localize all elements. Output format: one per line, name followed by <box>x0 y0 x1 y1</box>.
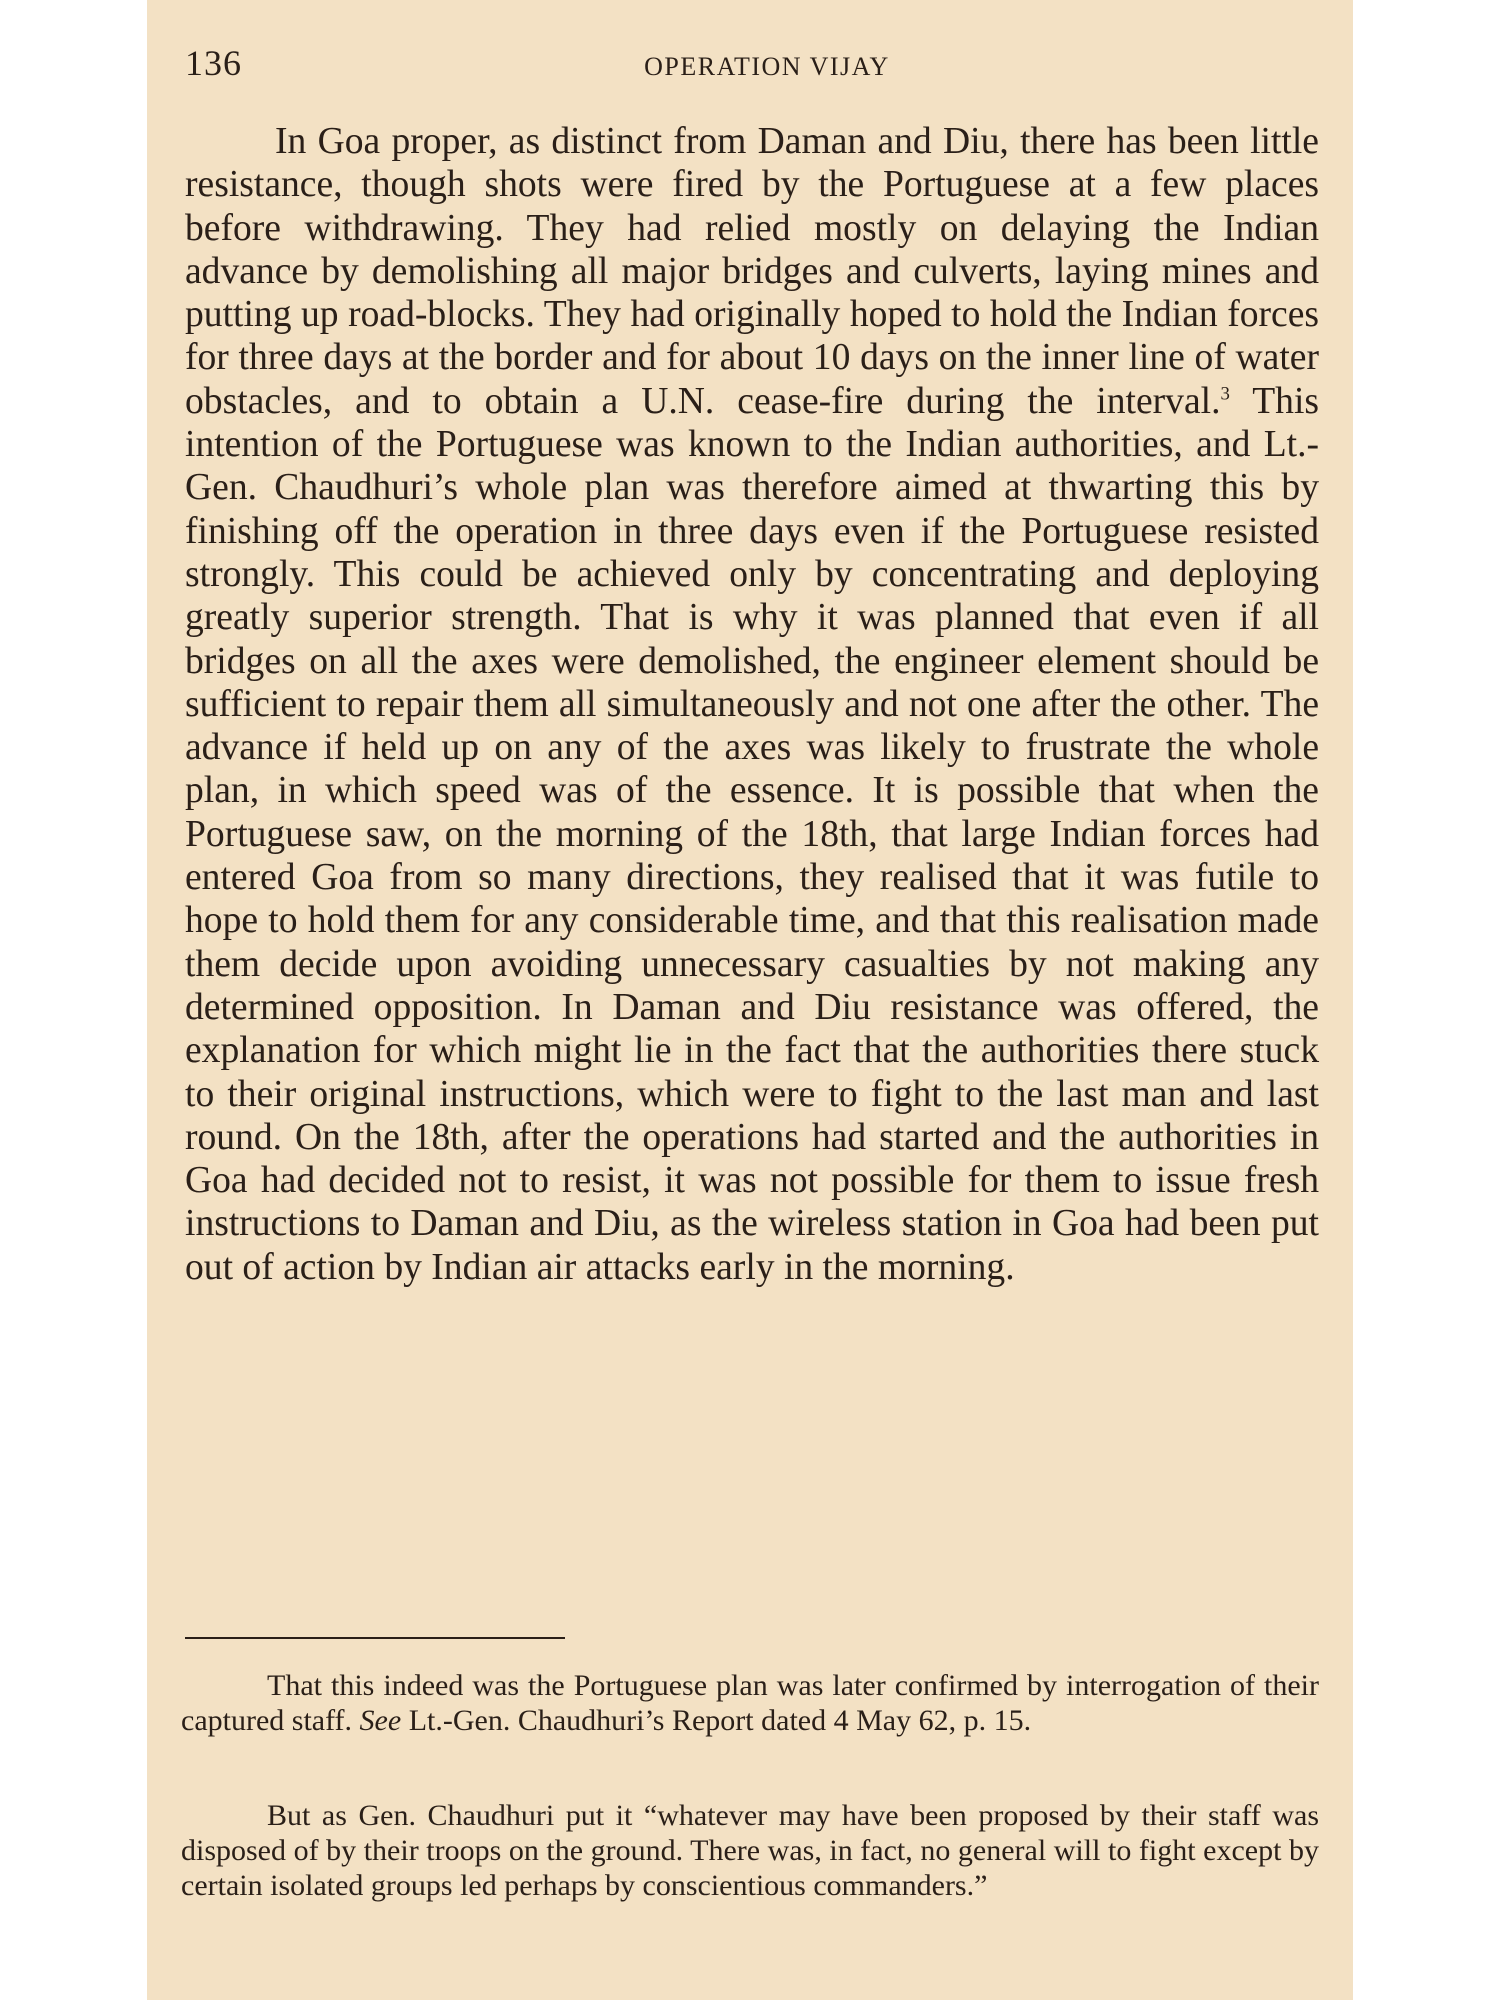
footnote-1 <box>181 1668 1319 1738</box>
body-paragraph <box>185 120 1319 1289</box>
footnote-divider <box>185 1637 565 1639</box>
book-page <box>147 0 1353 2000</box>
footnote-2: But as Gen. Chaudhuri put it “whatever may have been proposed by their staff was disposed of by their troops on the ground. There was, in fact, no general will to fight except by certain isolated groups led perhaps by conscientious commanders.” <box>181 1799 1319 1902</box>
footnote-reference: 3 <box>1220 383 1230 405</box>
body-text-part-1: In Goa proper, as distinct from Daman and Diu, there has been little resistance, though shots were fired by the Portuguese at a few places before withdrawing. They had relied mostly on delaying the Indian advance by demolishing all major bridges and culverts, laying mines and putting up road-blocks. They had originally hoped to hold the Indian forces for three days at the border and for about 10 days on the inner line of water obstacles, and to obtain a U.N. cease-fire during the interval. <box>185 121 1319 422</box>
body-text-part-2: This intention of the Portuguese was known to the Indian authorities, and Lt.-Gen. Chaudhuri’s whole plan was therefore aimed at thwarting this by finishing off the operation in three days even if the Portuguese resisted strongly. This could be achieved only by concentrating and deploying greatly superior strength. That is why it was planned that even if all bridges on all the axes were demolished, the engineer element should be sufficient to repair them all simultaneously and not one after the other. The advance if held up on any of the axes was likely to frustrate the whole plan, in which speed was of the essence. It is possible that when the Portuguese saw, on the morning of the 18th, that large Indian forces had entered Goa from so many directions, they realised that it was futile to hope to hold them for any considerable time, and that this realisation made them decide upon avoiding unnecessary casualties by not making any determined opposition. In Daman and Diu resistance was offered, the explanation for which might lie in the fact that the authorities there stuck to their original instructions, which were to fight to the last man and last round. On the 18th, after the operations had started and the authorities in Goa had decided not to resist, it was not possible for them to issue fresh instructions to Daman and Diu, as the wireless station in Goa had been put out of action by Indian air attacks early in the morning. <box>185 380 1320 1288</box>
footnote-1-see: See <box>359 1704 402 1737</box>
footnote-1-text-a: That this indeed was the Portuguese plan was later confirmed by interrogation of their captured staff. <box>181 1669 1319 1737</box>
footnote-1-text-b: Lt.-Gen. Chaudhuri’s Report dated 4 May 62, p. 15. <box>401 1704 1032 1737</box>
page-number: 136 <box>185 43 242 83</box>
running-head: OPERATION VIJAY <box>644 52 890 81</box>
